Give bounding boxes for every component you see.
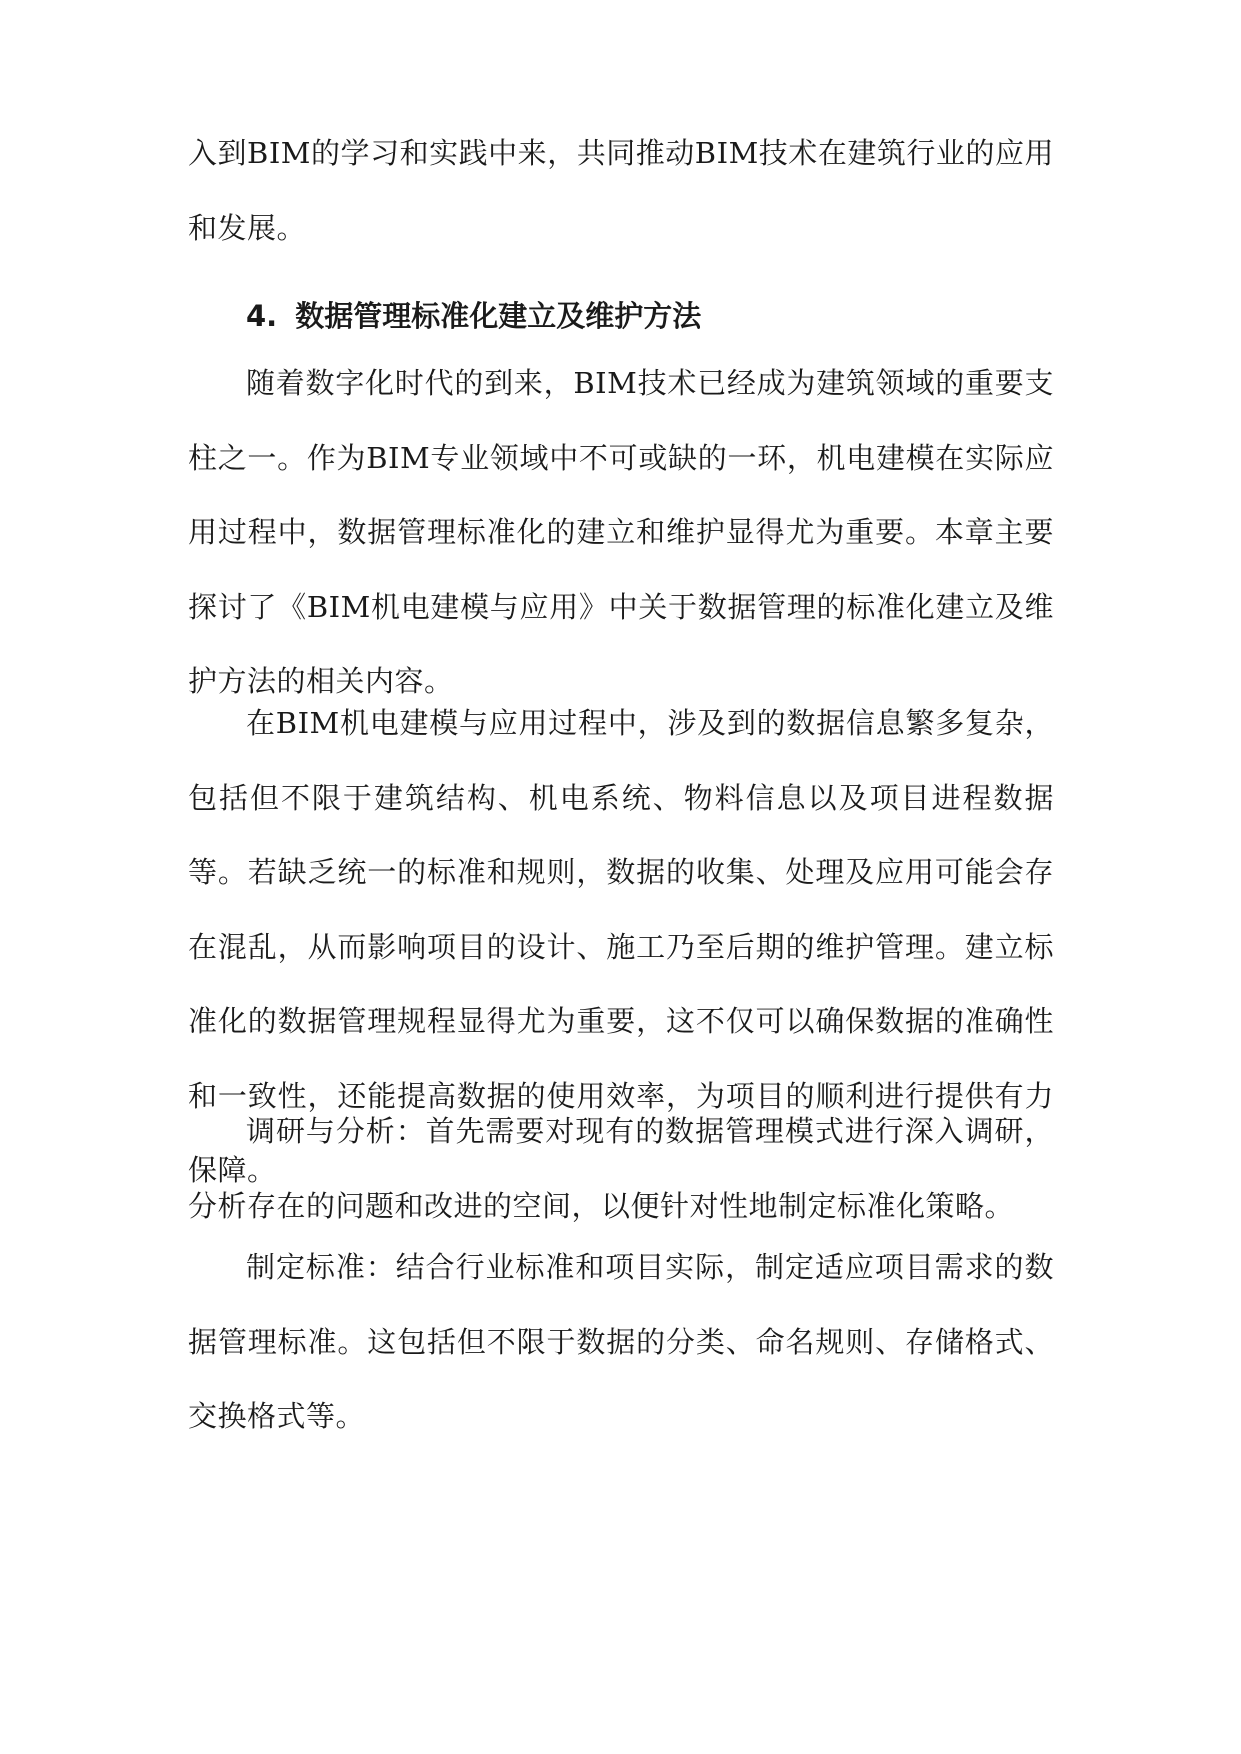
body-paragraph-1: 随着数字化时代的到来，BIM技术已经成为建筑领域的重要支柱之一。作为BIM专业领域中不可或缺的一环，机电建模在实际应用过程中，数据管理标准化的建立和维护显得尤为重要。本章主要探讨了《BIM机电建模与应用》中关于数据管理的标准化建立及维护方法的相关内容。	[188, 366, 1054, 698]
body-paragraph-2: 在BIM机电建模与应用过程中，涉及到的数据信息繁多复杂，包括但不限于建筑结构、机电系统、物料信息以及项目进程数据等。若缺乏统一的标准和规则，数据的收集、处理及应用可能会存在混乱，从而影响项目的设计、施工乃至后期的维护管理。建立标准化的数据管理规程显得尤为重要，这不仅可以确保数据的准确性和一致性，还能提高数据的使用效率，为项目的顺利进行提供有力保障。	[188, 706, 1054, 1187]
section-number: 4.	[246, 299, 278, 333]
body-paragraph-4: 制定标准：结合行业标准和项目实际，制定适应项目需求的数据管理标准。这包括但不限于数据的分类、命名规则、存储格式、交换格式等。	[188, 1250, 1054, 1433]
section-heading	[246, 286, 1054, 346]
continuation-paragraph: 入到BIM的学习和实践中来，共同推动BIM技术在建筑行业的应用和发展。	[188, 136, 1054, 245]
body-paragraph-3: 调研与分析：首先需要对现有的数据管理模式进行深入调研，分析存在的问题和改进的空间，以便针对性地制定标准化策略。	[188, 1114, 1054, 1223]
section-title: 数据管理标准化建立及维护方法	[295, 299, 702, 333]
